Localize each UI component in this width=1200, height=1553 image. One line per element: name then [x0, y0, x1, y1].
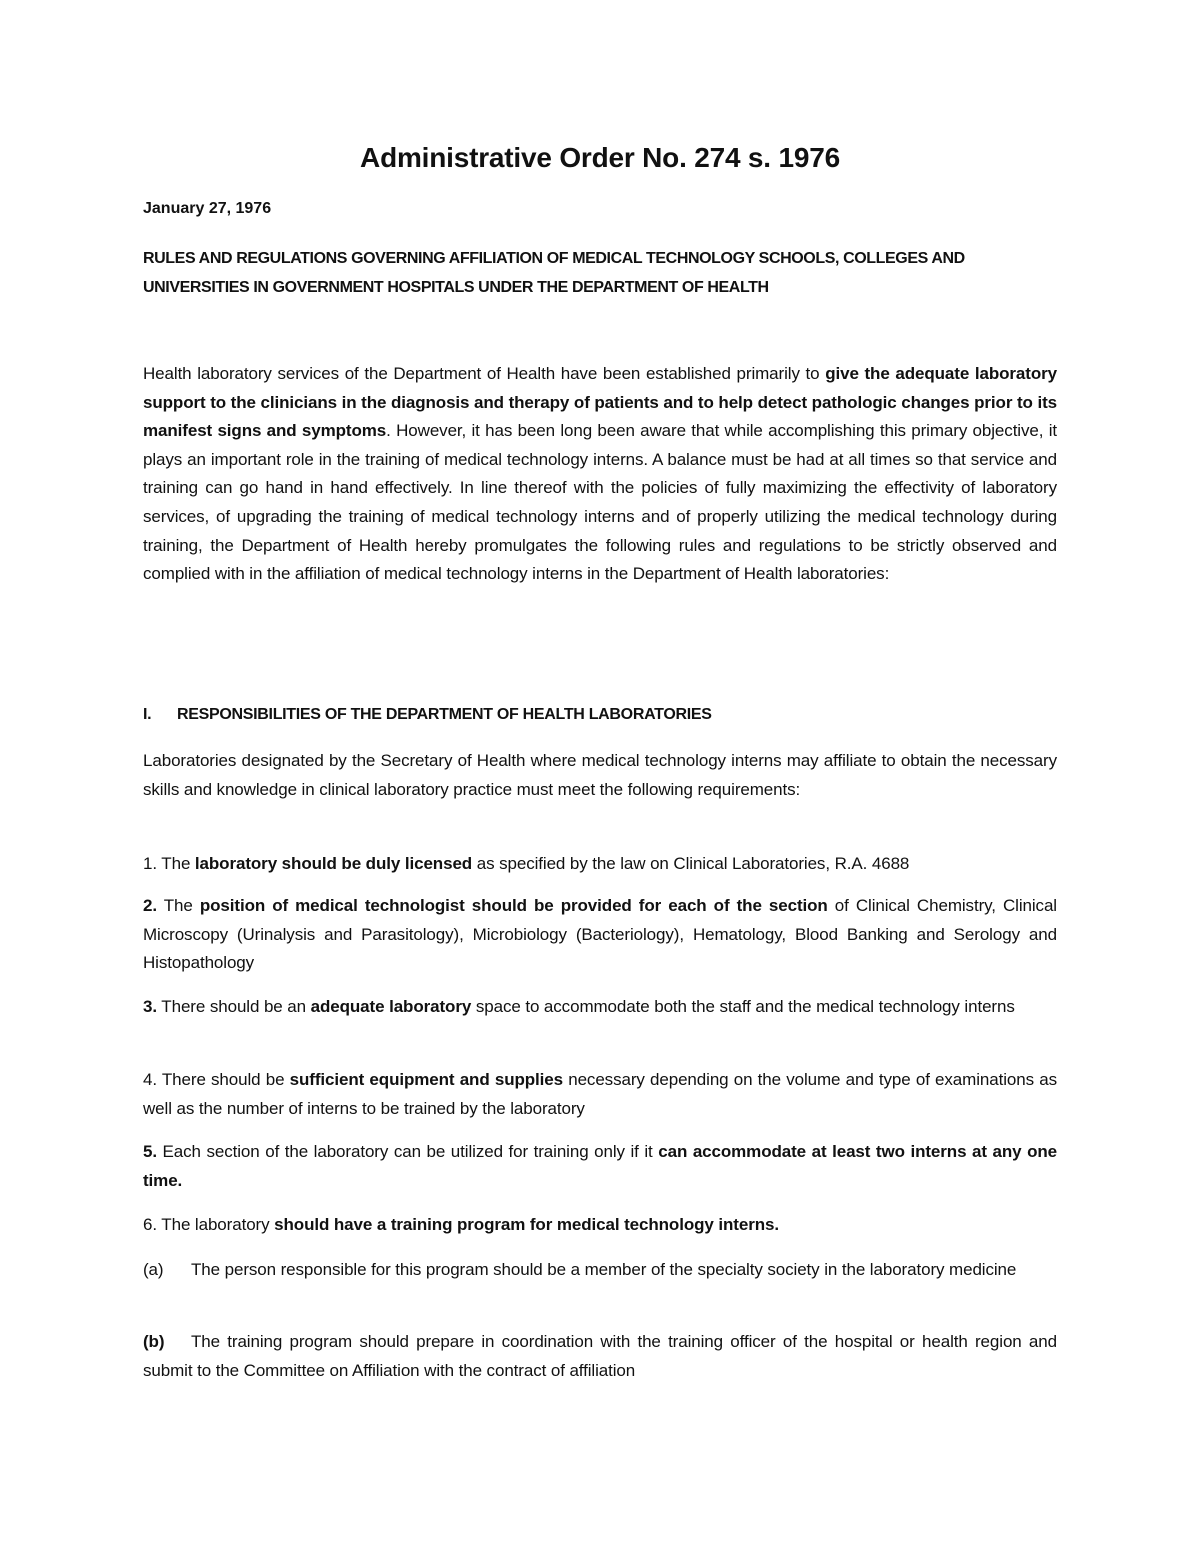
sub-item	[143, 1328, 1057, 1385]
document-title: Administrative Order No. 274 s. 1976	[360, 142, 840, 173]
item-text: as specified by the law on Clinical Laboratories, R.A. 4688	[472, 854, 910, 873]
document-page	[143, 0, 1057, 1553]
item-number: 4.	[143, 1070, 157, 1089]
requirement-item	[143, 850, 1057, 879]
section-number: I.	[143, 706, 152, 723]
item-text: The	[156, 896, 200, 915]
sub-item-text: The training program should prepare in coordination with the training officer of the hospital or health region and submit to the Committee on Affiliation with the contract of affiliation	[143, 1332, 1057, 1380]
item-bold-text: can accommodate at least two interns at any one time.	[143, 1142, 1057, 1190]
item-number: 1.	[143, 854, 157, 873]
intro-text-2: . However, it has been long been aware that while accomplishing this primary objective, it plays an important role in the training of medical technology interns. A balance must be had at all times so that service and training can go hand in hand effectively. In line thereof with the policies of fully maximizing the effectivity of laboratory services, of upgrading the training of medical technology interns and of properly utilizing the medical technology during training, the Department of Health hereby promulgates the following rules and regulations to be strictly observed and complied with in the affiliation of medical technology interns in the Department of Health laboratories:	[143, 421, 1057, 584]
item-number: 5.	[143, 1142, 157, 1161]
item-text: There should be	[156, 1070, 290, 1089]
intro-paragraph	[143, 360, 1057, 589]
sub-item-label: (b)	[143, 1332, 165, 1351]
item-bold-text: should have a training program for medical technology interns.	[274, 1215, 779, 1234]
requirement-item	[143, 1211, 1057, 1240]
intro-text-1: Health laboratory services of the Department of Health have been established primarily to	[143, 364, 826, 383]
requirement-item	[143, 1066, 1057, 1123]
item-number: 3.	[143, 997, 157, 1016]
item-text: There should be an	[156, 997, 311, 1016]
item-bold-text: laboratory should be duly licensed	[194, 854, 473, 873]
item-bold-text: position of medical technologist should be provided for each of the section	[199, 896, 828, 915]
sub-item-text: The person responsible for this program should be a member of the specialty society in the laboratory medicine	[191, 1260, 1017, 1279]
sub-item	[143, 1256, 1057, 1285]
section-title: RESPONSIBILITIES OF THE DEPARTMENT OF HEALTH LABORATORIES	[177, 706, 712, 723]
requirement-item	[143, 892, 1057, 978]
item-number: 2.	[143, 896, 157, 915]
section-heading	[143, 706, 712, 724]
item-text: Each section of the laboratory can be utilized for training only if it	[156, 1142, 659, 1161]
item-text: of Clinical Chemistry, Clinical Microscopy (Urinalysis and Parasitology), Microbiology (Bacteriology), Hematology, Blood Banking and Serology and Histopathology	[143, 896, 1057, 973]
item-number: 6.	[143, 1215, 157, 1234]
item-text: The laboratory	[156, 1215, 275, 1234]
requirements-intro: Laboratories designated by the Secretary of Health where medical technology interns may affiliate to obtain the necessary skills and knowledge in clinical laboratory practice must meet the following requirements:	[143, 751, 1057, 799]
intro-bold-text: give the adequate laboratory support to the clinicians in the diagnosis and therapy of patients and to help detect pathologic changes prior to its manifest signs and symptoms	[143, 364, 1057, 441]
item-text: necessary depending on the volume and type of examinations as well as the number of interns to be trained by the laboratory	[143, 1070, 1057, 1118]
document-subject: RULES AND REGULATIONS GOVERNING AFFILIATION OF MEDICAL TECHNOLOGY SCHOOLS, COLLEGES AND UNIVERSITIES IN GOVERNMENT HOSPITALS UNDER THE DEPARTMENT OF HEALTH	[143, 250, 965, 296]
sub-item-label: (a)	[143, 1260, 164, 1279]
item-text: space to accommodate both the staff and the medical technology interns	[471, 997, 1015, 1016]
document-date: January 27, 1976	[143, 200, 272, 217]
item-text: The	[156, 854, 195, 873]
item-bold-text: sufficient equipment and supplies	[289, 1070, 563, 1089]
requirement-item	[143, 1138, 1057, 1195]
requirement-item	[143, 993, 1057, 1022]
item-bold-text: adequate laboratory	[310, 997, 472, 1016]
